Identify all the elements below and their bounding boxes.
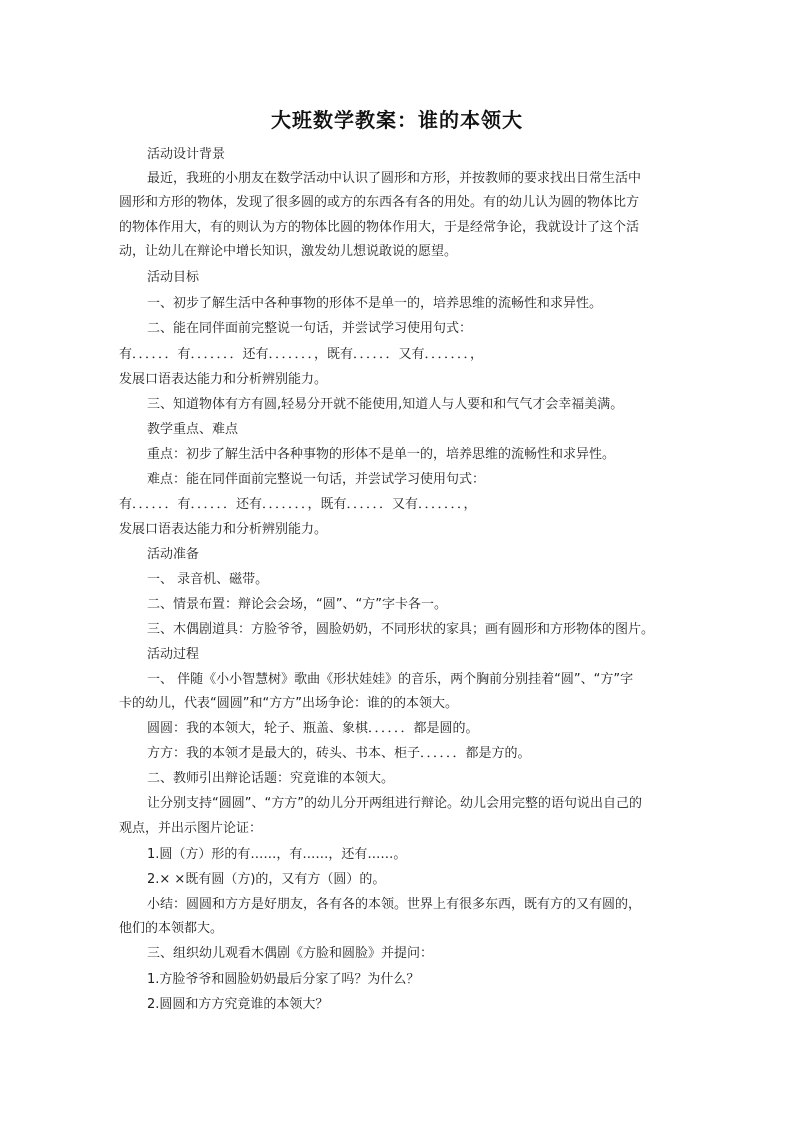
paragraph-line: 圆形和方形的物体，发现了很多圆的或方的东西各有各的用处。有的幼儿认为圆的物体比方 (119, 195, 640, 210)
paragraph-line: 难点：能在同伴面前完整说一句话，并尝试学习使用句式： (147, 472, 486, 487)
section-heading: 教学重点、难点 (147, 422, 239, 437)
section-heading: 活动目标 (147, 270, 200, 285)
paragraph-line: 三、木偶剧道具：方脸爷爷，圆脸奶奶，不同形状的家具；画有圆形和方形物体的图片。 (147, 622, 655, 637)
paragraph-line: 他们的本领都大。 (119, 921, 224, 936)
paragraph-line: 一、 录音机、磁带。 (147, 572, 269, 587)
paragraph-line: 发展口语表达能力和分析辨别能力。 (119, 522, 328, 537)
sentence-pattern-line: 有．．．．．．有．．．．．．．还有．．．．．．．，既有．．．．．．又有．．．．．．．， (119, 347, 484, 362)
paragraph-line: 卡的幼儿，代表“圆圆”和“方方”出场争论：谁的的本领大。 (119, 696, 458, 711)
list-item: 1.圆（方）形的有……，有……，还有……。 (147, 847, 407, 862)
list-item: 2.× ×既有圆（方)的，又有方（圆）的。 (147, 872, 386, 887)
section-heading: 活动准备 (147, 547, 200, 562)
paragraph-line: 最近，我班的小朋友在数学活动中认识了圆形和方形，并按教师的要求找出日常生活中 (147, 171, 642, 186)
paragraph-line: 二、能在同伴面前完整说一句话，并尝试学习使用句式： (147, 321, 473, 336)
paragraph-line: 三、知道物体有方有圆,轻易分开就不能使用,知道人与人要和和气气才会幸福美满。 (147, 397, 624, 412)
paragraph-line: 方方：我的本领才是最大的，砖头、书本、柜子．．．．．．都是方的。 (147, 746, 531, 761)
section-heading: 活动过程 (147, 647, 200, 662)
paragraph-line: 二、情景布置：辩论会会场，“圆”、“方”字卡各一。 (147, 597, 447, 612)
paragraph-line: 让分别支持“圆圆”、“方方”的幼儿分开两组进行辩论。幼儿会用完整的语句说出自己的 (147, 796, 642, 811)
paragraph-line: 动，让幼儿在辩论中增长知识，激发幼儿想说敢说的愿望。 (119, 244, 458, 259)
section-heading: 活动设计背景 (147, 147, 226, 162)
paragraph-line: 的物体作用大，有的则认为方的物体比圆的物体作用大，于是经常争论，我就设计了这个活 (119, 220, 640, 235)
sentence-pattern-line: 有．．．．．．有．．．．．．还有．．．．．．．，既有．．．．．．又有．．．．．．．， (119, 497, 477, 512)
paragraph-line: 重点：初步了解生活中各种事物的形体不是单一的，培养思维的流畅性和求异性。 (147, 447, 616, 462)
paragraph-line: 二、教师引出辩论话题：究竟谁的本领大。 (147, 771, 395, 786)
paragraph-line: 小结：圆圆和方方是好朋友，各有各的本领。世界上有很多东西，既有方的又有圆的， (147, 897, 642, 912)
list-item: 2.圆圆和方方究竟谁的本领大？ (147, 997, 329, 1012)
paragraph-line: 发展口语表达能力和分析辨别能力。 (119, 372, 328, 387)
page-title: 大班数学教案：谁的本领大 (271, 108, 523, 132)
paragraph-line: 三、组织幼儿观看木偶剧《方脸和圆脸》并提问： (147, 946, 434, 961)
paragraph-line: 一、初步了解生活中各种事物的形体不是单一的，培养思维的流畅性和求异性。 (147, 296, 603, 311)
list-item: 1.方脸爷爷和圆脸奶奶最后分家了吗？为什么？ (147, 972, 420, 987)
paragraph-line: 一、 伴随《小小智慧树》歌曲《形状娃娃》的音乐，两个胸前分别挂着“圆”、“方”字 (147, 672, 634, 687)
paragraph-line: 观点，并出示图片论证： (119, 821, 263, 836)
paragraph-line: 圆圆：我的本领大，轮子、瓶盖、象棋．．．．．．都是圆的。 (147, 721, 479, 736)
